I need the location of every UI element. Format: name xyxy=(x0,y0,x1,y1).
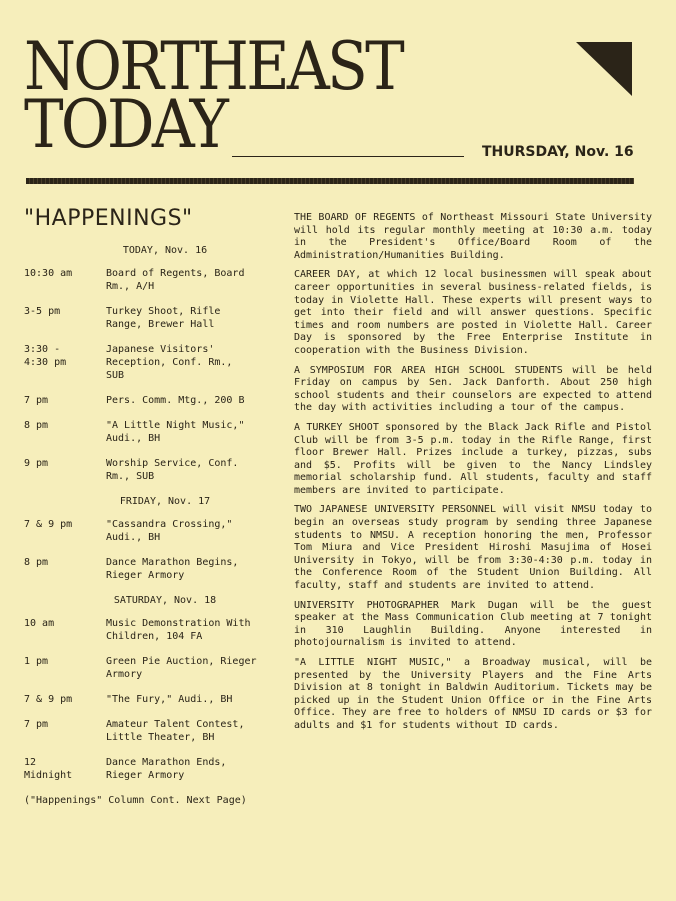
event-row xyxy=(24,556,286,582)
event-time: 12 Midnight xyxy=(24,757,73,781)
event-row xyxy=(24,305,286,331)
event-description: Pers. Comm. Mtg., 200 B xyxy=(106,395,245,406)
masthead-triangle-icon xyxy=(576,38,634,96)
event-row xyxy=(24,457,286,483)
news-column xyxy=(294,212,652,740)
event-time: 10:30 am xyxy=(24,268,73,279)
event-description: Dance Marathon Ends, Rieger Armory xyxy=(106,757,227,781)
masthead-line-2: TODAY xyxy=(24,86,227,163)
event-time: 7 & 9 pm xyxy=(24,694,73,705)
event-description: Japanese Visitors' Reception, Conf. Rm., SUB xyxy=(106,344,233,381)
event-description: Green Pie Auction, Rieger Armory xyxy=(106,656,257,680)
event-row xyxy=(24,419,286,445)
event-description: Worship Service, Conf. Rm., SUB xyxy=(106,458,239,482)
event-description: Music Demonstration With Children, 104 FA xyxy=(106,618,251,642)
news-item: CAREER DAY, at which 12 local businessmen will speak about career opportunities in several business-related fields, is today in Violette Hall. These experts will present ways to get into their field and will answer questions. Specific times and room numbers are posted in Violette Hall. Career Day is sponsored by the Free Enterprise Institute in cooperation with the Business Division. xyxy=(294,269,652,356)
happenings-list xyxy=(24,244,286,782)
event-row xyxy=(24,756,286,782)
event-description: "A Little Night Music," Audi., BH xyxy=(106,420,245,444)
news-item: TWO JAPANESE UNIVERSITY PERSONNEL will visit NMSU today to begin an overseas study program by sending three Japanese students to NMSU. A reception honoring the men, Professor Tom Miura and Vice President Hiroshi Masujima of Hosei University in Tokyo, will be from 3:30-4:30 p.m. today in the Conference Room of the Student Union Building. All faculty, staff and students are invited to attend. xyxy=(294,504,652,592)
event-row xyxy=(24,617,286,643)
event-row xyxy=(24,518,286,544)
masthead-rule xyxy=(26,178,634,184)
news-item: A TURKEY SHOOT sponsored by the Black Jack Rifle and Pistol Club will be from 3-5 p.m. today in the Rifle Range, first floor Brewer Hall. Prizes include a turkey, pizzas, subs and $5. Profits will be given to the Nancy Lindsley memorial scholarship fund. All students, faculty and staff members are invited to participate. xyxy=(294,421,652,496)
event-time: 1 pm xyxy=(24,656,49,667)
news-item: THE BOARD OF REGENTS of Northeast Missouri State University will hold its regular monthly meeting at 10:30 a.m. today in the President's Office/Board Room of the Administration/Humanities Building. xyxy=(294,212,652,261)
event-time: 7 & 9 pm xyxy=(24,519,73,530)
event-description: Board of Regents, Board Rm., A/H xyxy=(106,268,245,292)
masthead-underline xyxy=(232,156,464,157)
continued-note: ("Happenings" Column Cont. Next Page) xyxy=(24,795,247,806)
event-time: 3-5 pm xyxy=(24,306,61,317)
masthead-title xyxy=(24,28,403,163)
news-item: A SYMPOSIUM FOR AREA HIGH SCHOOL STUDENTS will be held Friday on campus by Sen. Jack Danforth. About 250 high school students and their counselors are expected to attend the day with activities including a tour of the campus. xyxy=(294,364,652,414)
issue-date: THURSDAY, Nov. 16 xyxy=(482,144,634,160)
event-description: Turkey Shoot, Rifle Range, Brewer Hall xyxy=(106,306,221,330)
event-description: "Cassandra Crossing," Audi., BH xyxy=(106,519,233,543)
news-item: "A LITTLE NIGHT MUSIC," a Broadway musical, will be presented by the University Players and the Fine Arts Division at 8 tonight in Baldwin Auditorium. Tickets may be picked up in the Student Union Office or in the Fine Arts Office. They are free to holders of NMSU ID cards or $3 for adults and $1 for students without ID cards. xyxy=(294,657,652,731)
day-heading: FRIDAY, Nov. 17 xyxy=(119,496,211,507)
event-row xyxy=(24,267,286,293)
event-description: Dance Marathon Begins, Rieger Armory xyxy=(106,557,239,581)
event-time: 10 am xyxy=(24,618,55,629)
event-row xyxy=(24,343,286,382)
event-time: 8 pm xyxy=(24,557,49,568)
day-heading: TODAY, Nov. 16 xyxy=(122,245,208,256)
day-heading: SATURDAY, Nov. 18 xyxy=(113,595,217,606)
event-description: "The Fury," Audi., BH xyxy=(106,694,233,705)
event-row xyxy=(24,394,286,407)
event-row xyxy=(24,655,286,681)
event-row xyxy=(24,718,286,744)
event-time: 9 pm xyxy=(24,458,49,469)
event-time: 3:30 - 4:30 pm xyxy=(24,344,67,368)
section-title: "HAPPENINGS" xyxy=(24,206,193,231)
event-description: Amateur Talent Contest, Little Theater, BH xyxy=(106,719,245,743)
event-time: 8 pm xyxy=(24,420,49,431)
event-time: 7 pm xyxy=(24,719,49,730)
event-row xyxy=(24,693,286,706)
event-time: 7 pm xyxy=(24,395,49,406)
news-item: UNIVERSITY PHOTOGRAPHER Mark Dugan will be the guest speaker at the Mass Communication Club meeting at 7 tonight in 310 Laughlin Building. Anyone interested in photojournalism is invited to attend. xyxy=(294,599,652,649)
happenings-column xyxy=(24,244,286,807)
masthead-line-1: NORTHEAST xyxy=(24,28,403,105)
